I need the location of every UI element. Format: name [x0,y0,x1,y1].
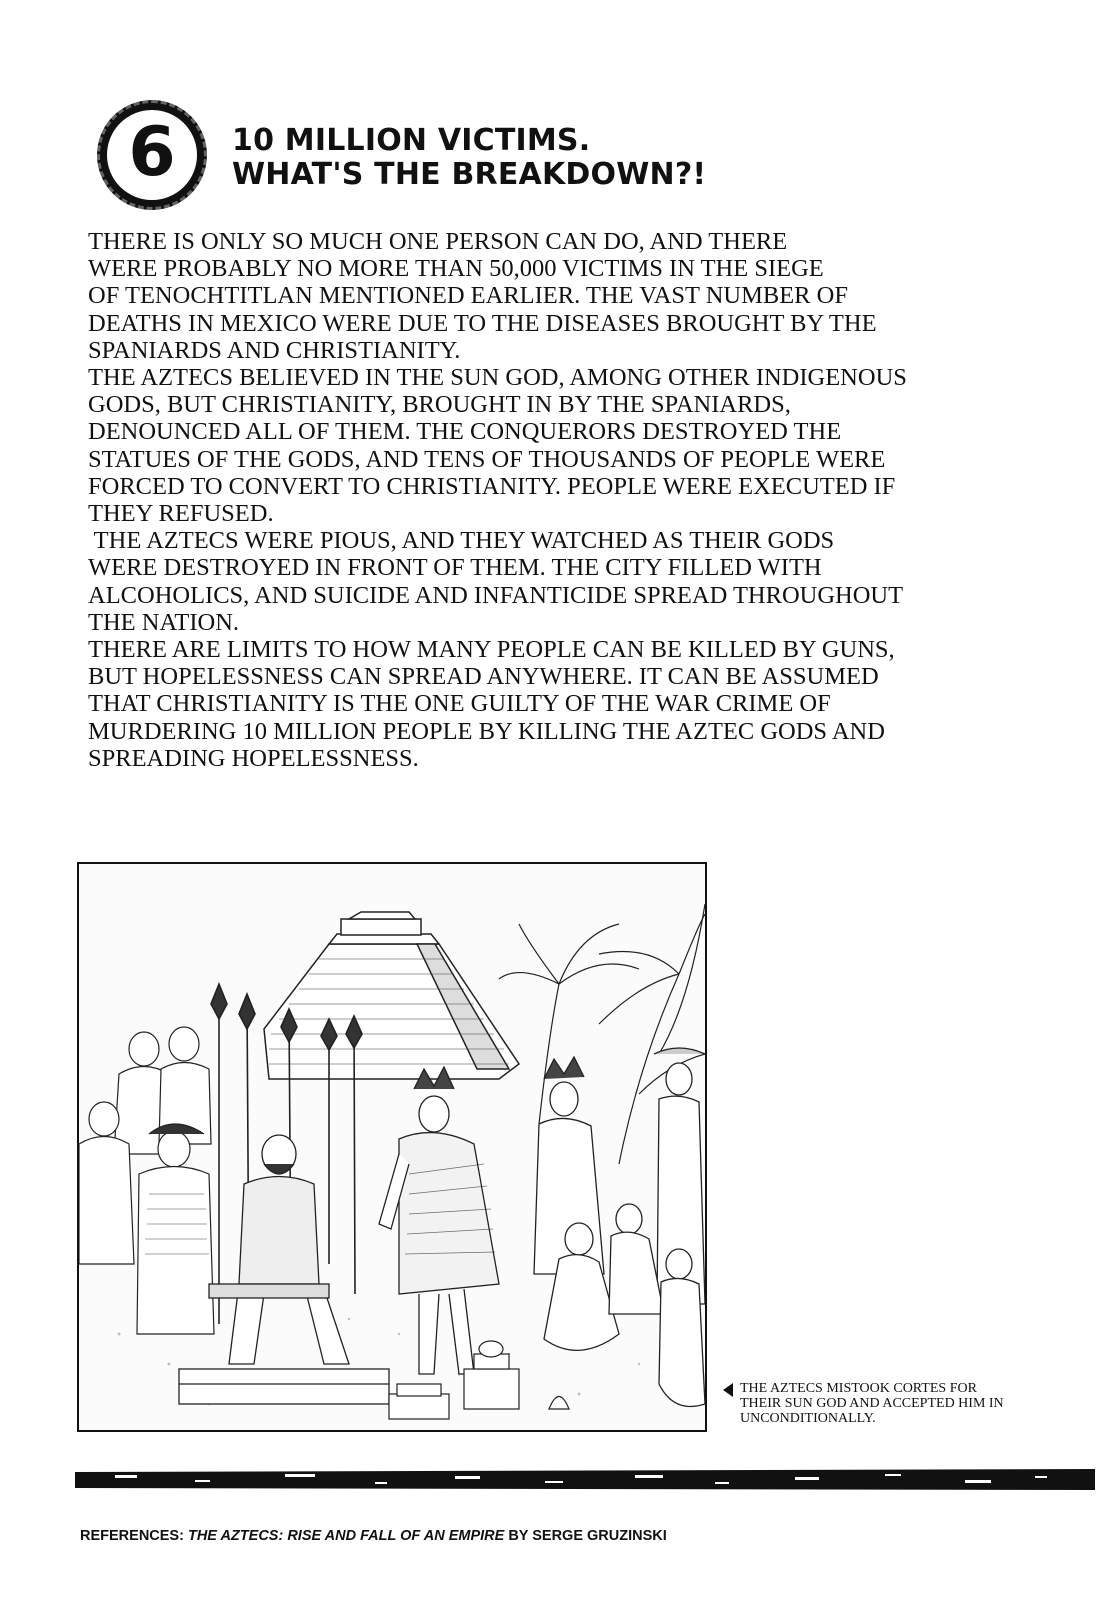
body-line: THAT CHRISTIANITY IS THE ONE GUILTY OF THE WAR CRIME OF [88,690,831,718]
caption-line: UNCONDITIONALLY. [740,1411,876,1426]
body-line: BUT HOPELESSNESS CAN SPREAD ANYWHERE. IT CAN BE ASSUMED [88,663,879,691]
section-number-badge [97,100,207,210]
body-line: THERE IS ONLY SO MUCH ONE PERSON CAN DO, AND THERE [88,228,788,255]
body-line: THE AZTECS WERE PIOUS, AND THEY WATCHED AS THEIR GODS [88,527,835,555]
body-line: THEY REFUSED. [88,500,274,528]
references [80,1528,667,1544]
body-line: DENOUNCED ALL OF THEM. THE CONQUERORS DESTROYED THE [88,418,842,446]
cortes-scene-illustration [79,864,705,1430]
body-line: WERE PROBABLY NO MORE THAN 50,000 VICTIMS IN THE SIEGE [88,255,824,283]
body-line: SPREADING HOPELESSNESS. [88,744,419,772]
body-line: WERE DESTROYED IN FRONT OF THEM. THE CITY FILLED WITH [88,554,822,582]
illustration-panel [77,862,707,1432]
illustration-caption [725,1381,1055,1426]
section-title-line: 10 MILLION VICTIMS. [232,123,591,158]
section-title [232,124,706,192]
body-text [88,228,1048,772]
references-author: BY SERGE GRUZINSKI [504,1528,667,1544]
caption-line: THE AZTECS MISTOOK CORTES FOR [740,1381,977,1396]
references-label: REFERENCES: [80,1528,188,1544]
body-line: DEATHS IN MEXICO WERE DUE TO THE DISEASES BROUGHT BY THE [88,309,877,337]
brush-divider [75,1466,1095,1492]
body-line: MURDERING 10 MILLION PEOPLE BY KILLING THE AZTEC GODS AND [88,717,885,745]
body-line: ALCOHOLICS, AND SUICIDE AND INFANTICIDE SPREAD THROUGHOUT [88,581,904,609]
body-line: THE AZTECS BELIEVED IN THE SUN GOD, AMONG OTHER INDIGENOUS [88,364,907,392]
section-title-line: WHAT'S THE BREAKDOWN?! [232,157,707,192]
body-line: SPANIARDS AND CHRISTIANITY. [88,336,461,364]
caption-line: THEIR SUN GOD AND ACCEPTED HIM IN [740,1396,1004,1411]
body-line: THE NATION. [88,608,240,636]
references-title: THE AZTECS: RISE AND FALL OF AN EMPIRE [187,1528,505,1544]
body-line: GODS, BUT CHRISTIANITY, BROUGHT IN BY THE SPANIARDS, [88,391,791,419]
caption-pointer-icon [723,1383,733,1397]
body-line: FORCED TO CONVERT TO CHRISTIANITY. PEOPLE WERE EXECUTED IF [88,472,896,500]
section-number: 6 [128,113,176,192]
body-line: THERE ARE LIMITS TO HOW MANY PEOPLE CAN BE KILLED BY GUNS, [88,636,895,664]
body-line: STATUES OF THE GODS, AND TENS OF THOUSANDS OF PEOPLE WERE [88,445,886,473]
body-line: OF TENOCHTITLAN MENTIONED EARLIER. THE VAST NUMBER OF [88,282,848,310]
